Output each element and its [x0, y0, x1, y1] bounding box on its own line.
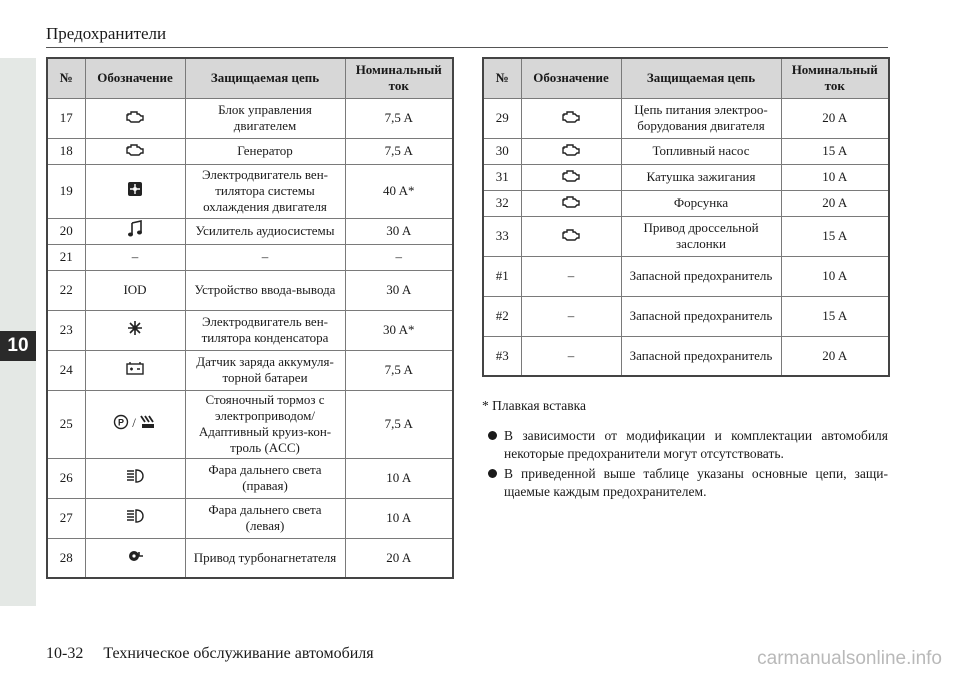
page-title: Предохранители — [46, 24, 167, 43]
fuse-number: 29 — [483, 98, 521, 138]
engine-icon — [561, 227, 581, 245]
condenser-fan-icon — [127, 320, 143, 340]
footer-title: Техническое обслуживание автомобиля — [103, 645, 374, 662]
fuse-symbol — [521, 98, 621, 138]
col-header-symbol: Обозначение — [85, 58, 185, 98]
table-row — [483, 256, 889, 296]
fuse-number: 18 — [47, 138, 85, 164]
protected-circuit: Датчик заряда аккумуля-торной батареи — [185, 350, 345, 390]
fuse-rating: 20 A — [781, 98, 889, 138]
fuse-rating: 20 A — [781, 190, 889, 216]
fuse-symbol — [521, 296, 621, 336]
protected-circuit: Фара дальнего света (правая) — [185, 458, 345, 498]
fuse-number: 26 — [47, 458, 85, 498]
fuse-table-left — [46, 57, 454, 579]
fuse-symbol — [521, 138, 621, 164]
turbo-icon — [126, 549, 144, 567]
symbol-separator: / — [132, 414, 136, 430]
protected-circuit: Запасной предохранитель — [621, 336, 781, 376]
parking-brake-icon — [113, 414, 129, 434]
symbol-text: – — [567, 308, 575, 323]
table-row — [47, 390, 453, 458]
protected-circuit: Устройство ввода-вывода — [185, 270, 345, 310]
fuse-symbol — [85, 98, 185, 138]
fuse-symbol — [85, 390, 185, 458]
table-row — [47, 218, 453, 244]
fuse-symbol — [521, 164, 621, 190]
col-header-num: № — [47, 58, 85, 98]
table-row — [483, 138, 889, 164]
engine-icon — [561, 142, 581, 160]
protected-circuit: Стояночный тормоз с электроприводом/ Адаптивный круиз-кон-троль (ACC) — [185, 390, 345, 458]
engine-icon — [125, 142, 145, 160]
fuse-number: 23 — [47, 310, 85, 350]
table-row — [47, 98, 453, 138]
footnote: * Плавкая вставка — [482, 398, 586, 413]
engine-icon — [125, 109, 145, 127]
col-header-symbol: Обозначение — [521, 58, 621, 98]
protected-circuit: Форсунка — [621, 190, 781, 216]
fuse-symbol — [85, 538, 185, 578]
fuse-rating: 40 A* — [345, 164, 453, 218]
fuse-rating: 15 A — [781, 296, 889, 336]
symbol-text: – — [567, 347, 575, 363]
fuse-symbol — [85, 270, 185, 310]
fuse-symbol — [85, 498, 185, 538]
fuse-rating: 20 A — [781, 336, 889, 376]
col-header-circuit: Защищаемая цепь — [621, 58, 781, 98]
fuse-rating: 15 A — [781, 216, 889, 256]
symbol-text: – — [567, 268, 575, 283]
fuse-rating: 30 A — [345, 270, 453, 310]
protected-circuit: Цепь питания электроо-борудования двигателя — [621, 98, 781, 138]
page-number: 10-32 — [46, 645, 84, 662]
fuse-symbol — [521, 256, 621, 296]
bullet-icon — [488, 469, 497, 478]
fuse-number: 28 — [47, 538, 85, 578]
high-beam-icon — [125, 509, 145, 527]
table-row — [483, 336, 889, 376]
protected-circuit: Запасной предохранитель — [621, 296, 781, 336]
bullet-icon — [488, 431, 497, 440]
table-row — [47, 270, 453, 310]
fuse-number: #2 — [483, 296, 521, 336]
col-header-rating: Номинальный ток — [345, 58, 453, 98]
table-row — [47, 138, 453, 164]
fuse-symbol — [85, 310, 185, 350]
fuse-number: 22 — [47, 270, 85, 310]
protected-circuit: Катушка зажигания — [621, 164, 781, 190]
note-text: В приведенной выше таблице указаны основные цепи, защи-щаемые каждым предохранителем. — [504, 466, 888, 499]
protected-circuit: Электродвигатель вен-тилятора системы охлаждения двигателя — [185, 164, 345, 218]
protected-circuit: – — [185, 244, 345, 270]
notes-list — [482, 427, 888, 503]
fuse-number: 20 — [47, 218, 85, 244]
engine-icon — [561, 194, 581, 212]
acc-icon — [139, 414, 157, 434]
table-row — [47, 350, 453, 390]
protected-circuit: Фара дальнего света (левая) — [185, 498, 345, 538]
fuse-symbol — [521, 336, 621, 376]
engine-icon — [561, 168, 581, 186]
protected-circuit: Блок управления двигателем — [185, 98, 345, 138]
fuse-rating: 7,5 A — [345, 98, 453, 138]
fuse-rating: 15 A — [781, 138, 889, 164]
page-footer — [46, 645, 374, 663]
fuse-number: 31 — [483, 164, 521, 190]
table-row — [483, 296, 889, 336]
fuse-rating: 7,5 A — [345, 350, 453, 390]
protected-circuit: Электродвигатель вен-тилятора конденсатора — [185, 310, 345, 350]
table-row — [483, 216, 889, 256]
note-text: В зависимости от модификации и комплектации автомобиля некоторые предохранители могут отсутствовать. — [504, 428, 888, 461]
fuse-rating: 10 A — [781, 256, 889, 296]
symbol-text: IOD — [123, 282, 147, 297]
protected-circuit: Привод турбонагнетателя — [185, 538, 345, 578]
table-row — [47, 164, 453, 218]
table-row — [47, 310, 453, 350]
protected-circuit: Привод дроссельной заслонки — [621, 216, 781, 256]
fuse-symbol — [85, 218, 185, 244]
fuse-number: #1 — [483, 256, 521, 296]
fuse-symbol — [85, 458, 185, 498]
table-row — [483, 98, 889, 138]
fuse-rating: 10 A — [345, 458, 453, 498]
fuse-rating: 7,5 A — [345, 138, 453, 164]
fuse-number: 19 — [47, 164, 85, 218]
fuse-rating: 30 A — [345, 218, 453, 244]
battery-icon — [125, 361, 145, 379]
table-row — [47, 538, 453, 578]
high-beam-icon — [125, 469, 145, 487]
protected-circuit: Запасной предохранитель — [621, 256, 781, 296]
fuse-number: 30 — [483, 138, 521, 164]
col-header-num: № — [483, 58, 521, 98]
fuse-number: 27 — [47, 498, 85, 538]
protected-circuit: Генератор — [185, 138, 345, 164]
header-divider — [46, 47, 888, 48]
fuse-symbol — [85, 350, 185, 390]
table-row — [483, 164, 889, 190]
fuse-rating: 10 A — [345, 498, 453, 538]
fuse-number: 24 — [47, 350, 85, 390]
note-item — [482, 465, 888, 501]
fuse-number: 21 — [47, 244, 85, 270]
fuse-symbol — [85, 138, 185, 164]
table-row — [47, 498, 453, 538]
fuse-rating: 20 A — [345, 538, 453, 578]
fuse-table-right — [482, 57, 890, 377]
fuse-rating: – — [345, 244, 453, 270]
watermark: carmanualsonline.info — [757, 648, 942, 669]
fuse-number: 32 — [483, 190, 521, 216]
protected-circuit: Усилитель аудиосистемы — [185, 218, 345, 244]
fuse-number: 25 — [47, 390, 85, 458]
col-header-circuit: Защищаемая цепь — [185, 58, 345, 98]
music-note-icon — [127, 220, 143, 242]
table-row — [47, 244, 453, 270]
fuse-rating: 10 A — [781, 164, 889, 190]
chapter-tab: 10 — [0, 331, 36, 361]
fuse-rating: 7,5 A — [345, 390, 453, 458]
protected-circuit: Топливный насос — [621, 138, 781, 164]
fuse-symbol — [521, 190, 621, 216]
fuse-symbol — [85, 244, 185, 270]
symbol-text: – — [131, 249, 139, 264]
fuse-number: 33 — [483, 216, 521, 256]
fuse-symbol — [521, 216, 621, 256]
radiator-fan-icon — [127, 181, 143, 201]
svg-text:P: P — [118, 417, 125, 428]
fuse-number: #3 — [483, 336, 521, 376]
fuse-number: 17 — [47, 98, 85, 138]
table-row — [483, 190, 889, 216]
fuse-symbol — [85, 164, 185, 218]
table-row — [47, 458, 453, 498]
note-item — [482, 427, 888, 463]
col-header-rating: Номинальный ток — [781, 58, 889, 98]
fuse-rating: 30 A* — [345, 310, 453, 350]
engine-icon — [561, 109, 581, 127]
